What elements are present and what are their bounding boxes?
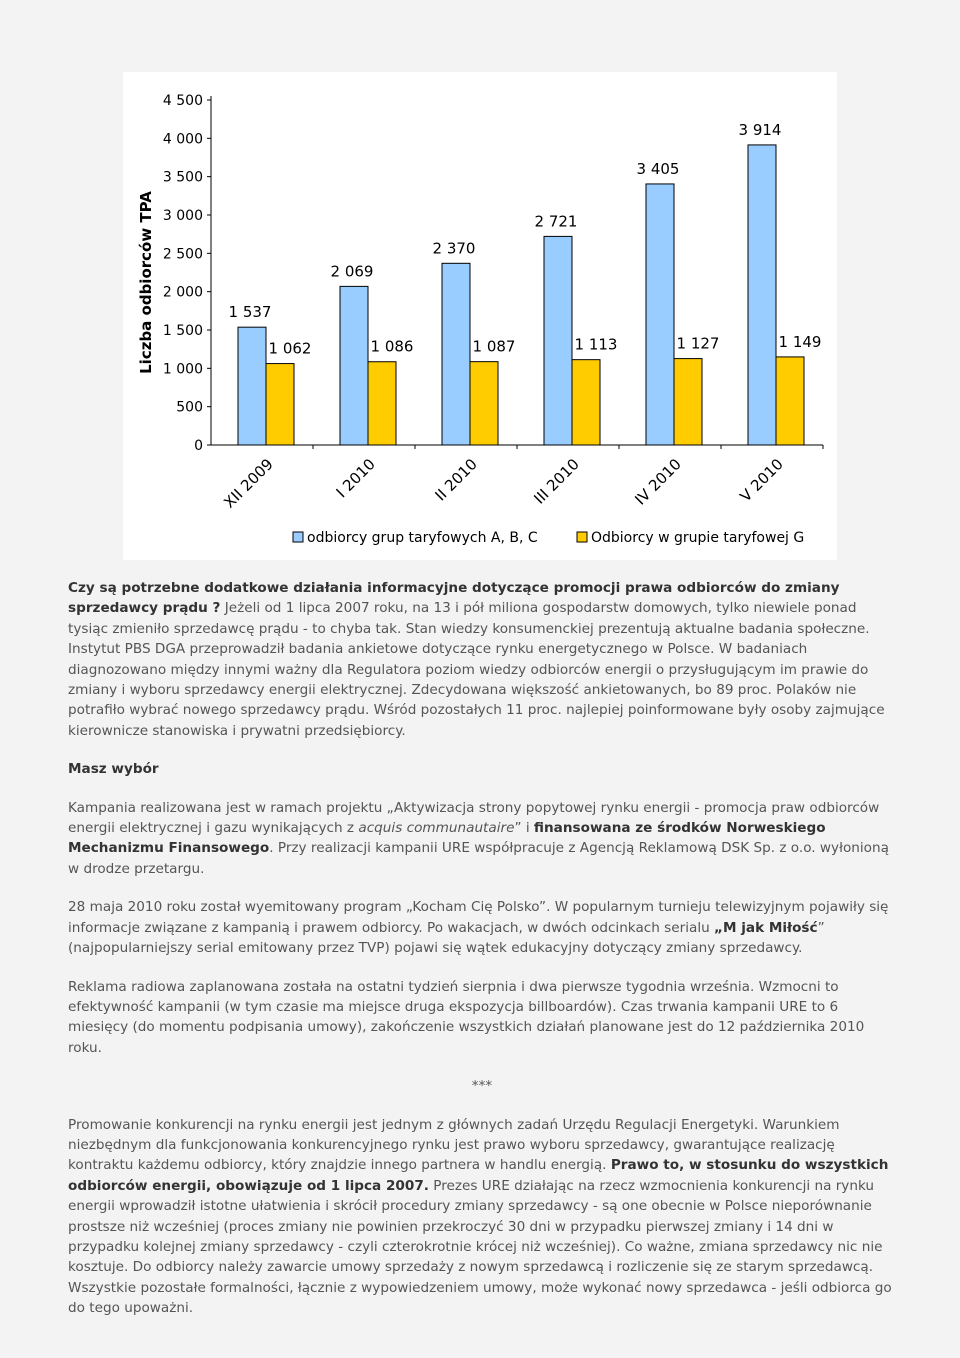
data-label: 1 062 bbox=[268, 339, 312, 358]
section-heading: Masz wybór bbox=[68, 761, 159, 778]
x-tick-label: V 2010 bbox=[736, 455, 787, 506]
legend-label: Odbiorcy w grupie taryfowej G bbox=[591, 530, 805, 546]
article bbox=[68, 578, 896, 1337]
campaign-italic: acquis communautaire bbox=[358, 820, 515, 837]
x-tick-label: III 2010 bbox=[530, 455, 583, 508]
y-axis-label: Liczba odbiorców TPA bbox=[137, 191, 155, 374]
bar-g bbox=[470, 362, 498, 445]
data-label: 1 113 bbox=[574, 335, 618, 354]
bar-g bbox=[368, 362, 396, 445]
data-label: 2 721 bbox=[534, 212, 578, 231]
data-label: 1 086 bbox=[370, 337, 414, 356]
bar-abc bbox=[748, 145, 776, 445]
x-tick-label: IV 2010 bbox=[631, 455, 685, 509]
data-label: 2 370 bbox=[432, 239, 476, 258]
data-label: 3 914 bbox=[738, 120, 782, 139]
y-tick-label: 2 500 bbox=[162, 246, 203, 263]
bar-g bbox=[266, 364, 294, 445]
bar-abc bbox=[340, 286, 368, 445]
legend-label: odbiorcy grup taryfowych A, B, C bbox=[307, 530, 538, 546]
bar-g bbox=[572, 360, 600, 445]
competition-paragraph bbox=[68, 1115, 896, 1319]
intro-question: Czy są potrzebne dodatkowe działania informacyjne dotyczące promocji prawa odbiorców do zmiany sprzedawcy prądu ? bbox=[68, 580, 840, 617]
separator-stars: *** bbox=[471, 1078, 493, 1095]
tv-bold: „M jak Miłość bbox=[714, 919, 818, 936]
campaign-text-3: . Przy realizacji kampanii URE współpracuje z Agencją Reklamową DSK Sp. z o.o. wyłonioną w drodze przetargu. bbox=[68, 840, 889, 877]
intro-paragraph bbox=[68, 578, 896, 741]
intro-text: Jeżeli od 1 lipca 2007 roku, na 13 i pół miliona gospodarstw domowych, tylko niewiele ponad tysiąc zmieniło sprzedawcę prądu - to chyba tak. Stan wiedzy konsumenckiej prezentują aktualne badania społeczne. Instytut PBS DGA przeprowadził badania ankietowe dotyczące rynku energetycznego w Polsce. W badaniach diagnozowano między innymi ważny dla Regulatora poziom wiedzy odbiorców energii o przysługującym im prawie do zmiany i wyboru sprzedawcy energii elektrycznej. Zdecydowana większość ankietowanych, bo 89 proc. Polaków nie potrafiło wybrać nowego sprzedawcy prądu. Wśród pozostałych 11 proc. najlepiej poinformowane były osoby zajmujące kierownicze stanowiska i prywatni przedsiębiorcy. bbox=[68, 600, 885, 739]
bar-abc bbox=[544, 236, 572, 445]
data-label: 1 127 bbox=[676, 334, 720, 353]
bar-chart bbox=[123, 72, 837, 560]
y-tick-label: 500 bbox=[176, 399, 203, 416]
y-tick-label: 4 500 bbox=[162, 93, 203, 109]
y-tick-label: 4 000 bbox=[162, 131, 203, 148]
data-label: 3 405 bbox=[636, 159, 680, 178]
y-tick-label: 3 500 bbox=[162, 169, 203, 186]
tv-text-2: ” (najpopularniejszy serial emitowany przez TVP) pojawi się wątek edukacyjny dotyczący zmiany sprzedawcy. bbox=[68, 919, 825, 957]
campaign-text-2: ” i bbox=[514, 820, 534, 837]
campaign-text-1: Kampania realizowana jest w ramach projektu „Aktywizacja strony popytowej rynku energii - promocja praw odbiorców energii elektrycznej i gazu wynikających z bbox=[68, 799, 880, 837]
y-tick-label: 1 500 bbox=[162, 323, 203, 339]
campaign-bold: finansowana ze środków Norweskiego Mechanizmu Finansowego bbox=[68, 820, 826, 857]
bar-abc bbox=[646, 184, 674, 445]
chart bbox=[123, 72, 837, 560]
y-tick-label: 3 000 bbox=[162, 208, 203, 224]
tv-paragraph bbox=[68, 897, 896, 958]
bar-g bbox=[674, 359, 702, 445]
data-label: 2 069 bbox=[330, 262, 374, 281]
bar-abc bbox=[442, 263, 470, 445]
tv-text-1: 28 maja 2010 roku został wyemitowany program „Kocham Cię Polsko”. W popularnym turnieju telewizyjnym pojawiły się informacje związane z kampanią i prawem odbiorcy. Po wakacjach, w dwóch odcinkach serialu bbox=[68, 899, 889, 936]
y-tick-label: 1 000 bbox=[162, 361, 203, 378]
campaign-paragraph bbox=[68, 798, 896, 880]
bar-abc bbox=[238, 327, 266, 445]
x-tick-label: I 2010 bbox=[332, 455, 379, 502]
competition-text-2: Prezes URE działając na rzecz wzmocnienia konkurencji na rynku energii wprowadził istotne ułatwienia i skrócił procedury zmiany sprzedawcy - są one obecnie w Polsce nieporównanie prostsze niż wcześniej (proces zmiany nie powinien przekroczyć 30 dni w przypadku pierwszej zmiany i 14 dni w przypadku kolejnej zmiany sprzedawcy - czyli czterokrotnie krócej niż wcześniej). Co ważne, zmiana sprzedawcy nic nie kosztuje. Do odbiorcy należy zawarcie umowy sprzedaży z nowym sprzedawcą i rozliczenie się ze starym sprzedawcą. Wszystkie pozostałe formalności, łącznie z wypowiedzeniem umowy, może wykonać nowy sprzedawca - jeśli odbiorca go do tego upoważni. bbox=[68, 1177, 892, 1317]
y-tick-label: 2 000 bbox=[162, 284, 203, 301]
data-label: 1 537 bbox=[228, 303, 272, 322]
x-tick-label: II 2010 bbox=[431, 455, 481, 505]
competition-bold: Prawo to, w stosunku do wszystkich odbiorców energii, obowiązuje od 1 lipca 2007. bbox=[68, 1157, 889, 1194]
y-tick-label: 0 bbox=[194, 438, 203, 454]
data-label: 1 087 bbox=[472, 337, 516, 356]
competition-text-1: Promowanie konkurencji na rynku energii jest jednym z głównych zadań Urzędu Regulacji Energetyki. Warunkiem niezbędnym dla funkcjonowania konkurencyjnego rynku jest prawo wyboru sprzedawcy, gwarantujące realizację kontraktu każdemu odbiorcy, który znajdzie innego partnera w handlu energią. bbox=[68, 1116, 840, 1174]
radio-paragraph: Reklama radiowa zaplanowana została na ostatni tydzień sierpnia i dwa pierwsze tygodnia września. Wzmocni to efektywność kampanii (w tym czasie ma miejsce druga ekspozycja billboardów). Czas trwania kampanii URE to 6 miesięcy (do momentu podpisania umowy), zakończenie wszystkich działań planowane jest do 12 października 2010 roku. bbox=[68, 978, 865, 1056]
x-tick-label: XII 2009 bbox=[220, 455, 277, 512]
data-label: 1 149 bbox=[778, 332, 822, 351]
legend-swatch bbox=[577, 532, 587, 542]
bar-g bbox=[776, 357, 804, 445]
legend-swatch bbox=[293, 532, 303, 542]
